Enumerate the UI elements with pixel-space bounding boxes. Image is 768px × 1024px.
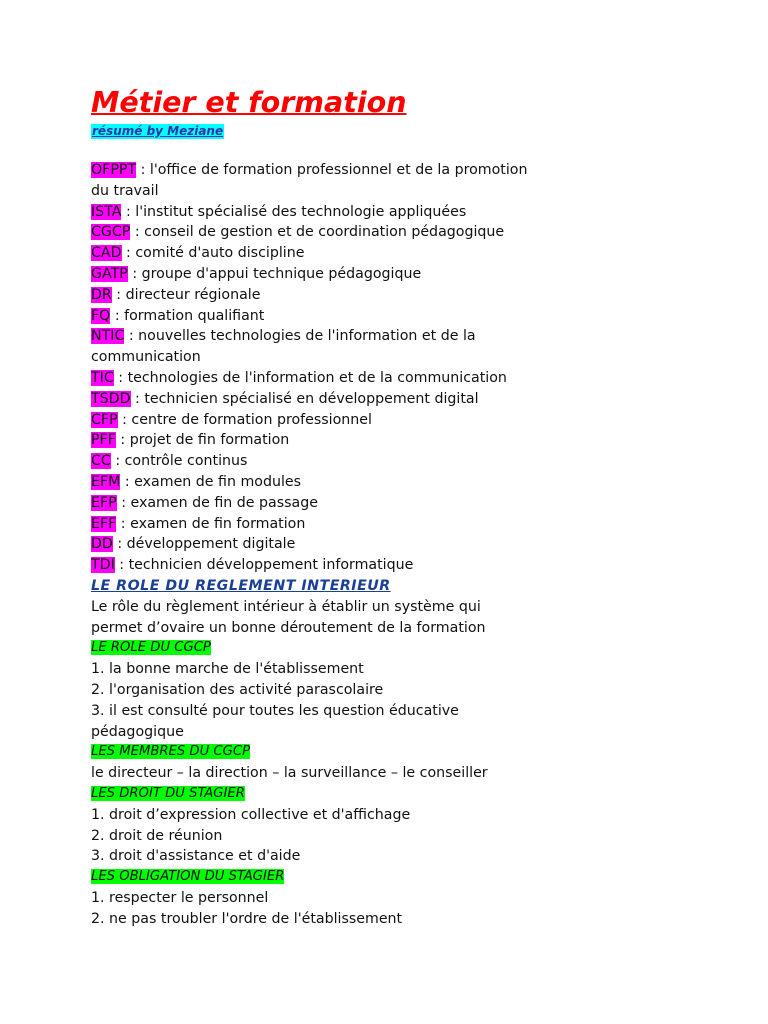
section-line: 1. respecter le personnel: [91, 889, 269, 906]
acronym-definition: : conseil de gestion et de coordination pédagogique: [130, 224, 505, 241]
acronym-item: [91, 430, 531, 451]
section-heading: LE ROLE DU CGCP: [91, 640, 211, 656]
acronym-list: [91, 160, 531, 576]
reglement-line: permet d’ovaire un bonne déroutement de la formation: [91, 619, 486, 636]
acronym-abbr: TDI: [91, 557, 115, 574]
acronym-definition: : centre de formation professionnel: [117, 411, 372, 428]
acronym-item: [91, 493, 531, 514]
document-subtitle[interactable]: résumé by Meziane: [92, 124, 224, 138]
acronym-abbr: PFF: [91, 432, 116, 449]
acronym-item: [91, 555, 531, 576]
acronym-item: [91, 222, 531, 243]
acronym-definition: : comité d'auto discipline: [121, 245, 305, 262]
acronym-abbr: DD: [91, 536, 113, 553]
acronym-abbr: EFF: [91, 515, 117, 532]
section-line: 2. ne pas troubler l'ordre de l'établissement: [91, 910, 403, 927]
acronym-definition: : projet de fin formation: [115, 432, 290, 449]
section-line: 1. la bonne marche de l'établissement: [91, 661, 364, 678]
acronym-abbr: NTIC: [91, 328, 125, 345]
acronym-abbr: FQ: [91, 307, 111, 324]
section-line: le directeur – la direction – la surveillance – le conseiller: [91, 765, 488, 782]
acronym-definition: : l'institut spécialisé des technologie appliquées: [121, 203, 467, 220]
section-line: 3. il est consulté pour toutes les question éducative: [91, 702, 459, 719]
acronym-item: [91, 472, 531, 493]
acronym-item: [91, 243, 531, 264]
document-title: Métier et formation: [91, 86, 407, 119]
section-line: 2. l'organisation des activité parascolaire: [91, 681, 384, 698]
acronym-definition: : développement digitale: [112, 536, 296, 553]
reglement-heading: LE ROLE DU REGLEMENT INTERIEUR: [91, 577, 391, 594]
acronym-abbr: CC: [91, 453, 111, 470]
section-heading-row: [91, 638, 531, 659]
acronym-definition: : groupe d'appui technique pédagogique: [127, 265, 422, 282]
section-line: pédagogique: [91, 723, 184, 740]
sections: [91, 638, 531, 929]
section-heading: LES MEMBRES DU CGCP: [91, 744, 251, 760]
acronym-definition: : technicien développement informatique: [114, 557, 414, 574]
acronym-abbr: EFP: [91, 494, 117, 511]
acronym-definition-continued: du travail: [91, 182, 159, 199]
section-heading: LES OBLIGATION DU STAGIER: [91, 869, 285, 885]
acronym-definition: : technologies de l'information et de la communication: [113, 369, 507, 386]
section-heading-row: [91, 742, 531, 763]
acronym-item: [91, 534, 531, 555]
section-line: 1. droit d’expression collective et d'affichage: [91, 806, 411, 823]
section-line: 2. droit de réunion: [91, 827, 223, 844]
acronym-abbr: DR: [91, 286, 112, 303]
acronym-abbr: ISTA: [91, 203, 122, 220]
acronym-abbr: OFPPT: [91, 162, 137, 178]
acronym-abbr: CGCP: [91, 224, 131, 241]
acronym-abbr: TIC: [91, 369, 114, 386]
acronym-item: [91, 264, 531, 285]
acronym-abbr: CAD: [91, 245, 122, 262]
acronym-definition-continued: communication: [91, 349, 201, 366]
acronym-definition: : directeur régionale: [111, 286, 261, 303]
acronym-definition: : nouvelles technologies de l'information et de la: [124, 328, 476, 345]
spacer: [91, 139, 531, 160]
acronym-item: [91, 202, 531, 223]
acronym-item: [91, 389, 531, 410]
acronym-definition: : examen de fin modules: [120, 473, 302, 490]
acronym-abbr: CFP: [91, 411, 118, 428]
section-heading-row: [91, 867, 531, 888]
reglement-text: [91, 597, 531, 639]
acronym-definition: : examen de fin de passage: [116, 494, 318, 511]
section-heading: LES DROIT DU STAGIER: [91, 785, 245, 801]
acronym-definition: : examen de fin formation: [116, 515, 306, 532]
acronym-abbr: TSDD: [91, 390, 131, 407]
acronym-abbr: GATP: [91, 265, 128, 282]
acronym-item: [91, 514, 531, 535]
acronym-definition: : formation qualifiant: [110, 307, 265, 324]
acronym-item: [91, 410, 531, 431]
acronym-definition: : contrôle continus: [110, 453, 248, 470]
section-line: 3. droit d'assistance et d'aide: [91, 848, 301, 865]
document-page: [91, 86, 531, 929]
acronym-definition: : l'office de formation professionnel et de la promotion: [136, 162, 528, 178]
acronym-item: [91, 326, 531, 347]
acronym-abbr: EFM: [91, 473, 121, 490]
reglement-line: Le rôle du règlement intérieur à établir un système qui: [91, 598, 481, 615]
acronym-item: [91, 285, 531, 306]
acronym-definition: : technicien spécialisé en développement digital: [130, 390, 479, 407]
acronym-item: [91, 368, 531, 389]
section-heading-row: [91, 784, 531, 805]
acronym-item: [91, 160, 531, 181]
acronym-item: [91, 451, 531, 472]
acronym-item: [91, 306, 531, 327]
